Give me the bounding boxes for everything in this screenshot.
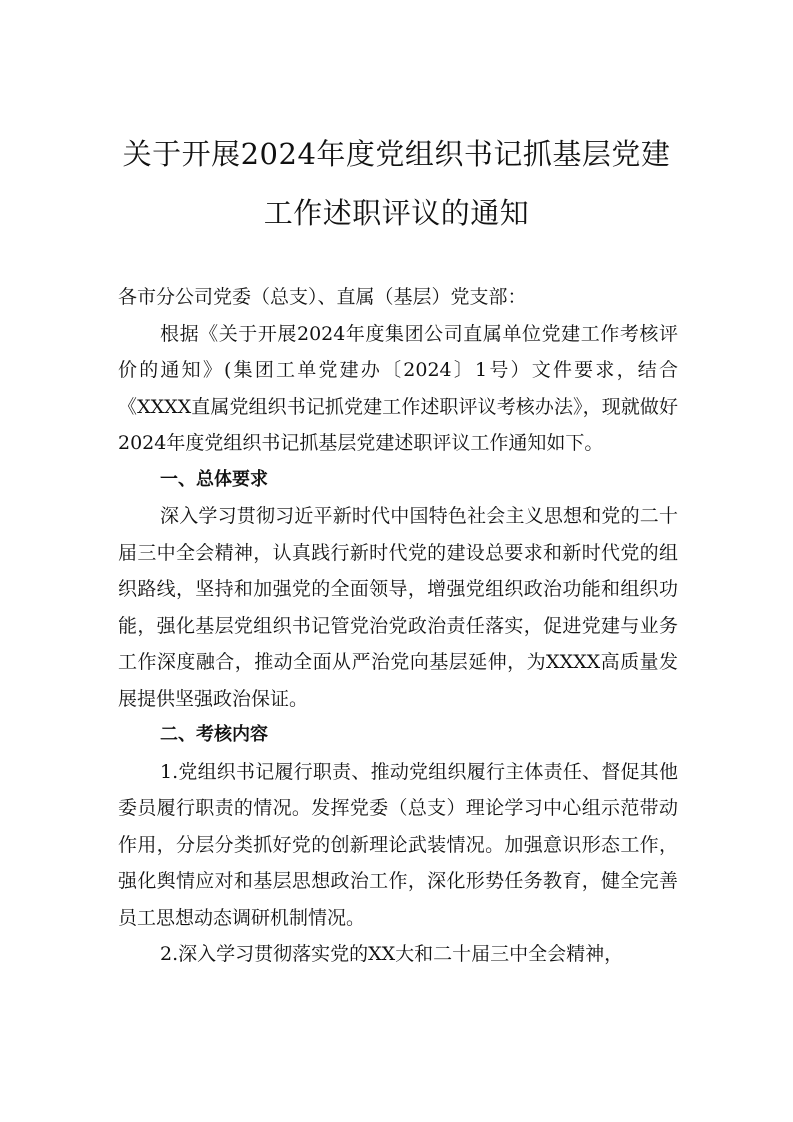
section-heading-assessment-content: 二、考核内容 xyxy=(160,724,268,745)
intro-paragraph: 根据《关于开展2024年度集团公司直属单位党建工作考核评价的通知》(集团工单党建办〔2024〕1号）文件要求，结合《XXXX直属党组织书记抓党建工作述职评议考核办法》，现就做好2024年度党组织书记抓基层党建述职评议工作通知如下。 xyxy=(118,322,678,454)
assessment-item-2: 2.深入学习贯彻落实党的XX大和二十届三中全会精神， xyxy=(160,943,624,965)
document-title-line-2: 工作述职评议的通知 xyxy=(263,196,530,230)
section-heading-general-requirements: 一、总体要求 xyxy=(160,468,268,490)
document-title-line-1: 关于开展2024年度党组织书记抓基层党建 xyxy=(122,137,671,171)
salutation: 各市分公司党委（总支）、直属（基层）党支部： xyxy=(118,286,527,308)
general-requirements-paragraph: 深入学习贯彻习近平新时代中国特色社会主义思想和党的二十届三中全会精神，认真践行新时代党的建设总要求和新时代党的组织路线，坚持和加强党的全面领导，增强党组织政治功能和组织功能，强化基层党组织书记管党治党政治责任落实，促进党建与业务工作深度融合，推动全面从严治党向基层延伸，为XXXX高质量发展提供坚强政治保证。 xyxy=(118,505,678,710)
assessment-item-1: 1.党组织书记履行职责、推动党组织履行主体责任、督促其他委员履行职责的情况。发挥党委（总支）理论学习中心组示范带动作用，分层分类抓好党的创新理论武装情况。加强意识形态工作，强化舆情应对和基层思想政治工作，深化形势任务教育，健全完善员工思想动态调研机制情况。 xyxy=(118,760,678,929)
document-body xyxy=(118,279,678,973)
